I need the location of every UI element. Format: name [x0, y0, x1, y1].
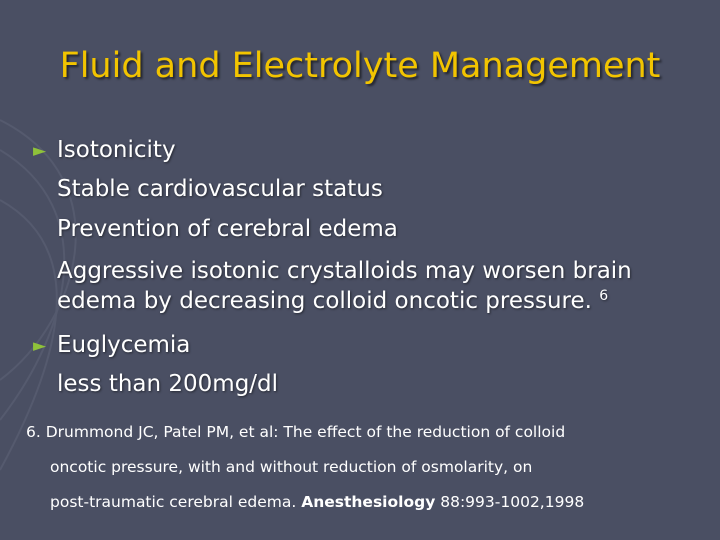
triangle-bullet-icon: ► [33, 336, 47, 356]
sub-item-crystalloids-line2 [57, 286, 608, 316]
reference-line-3-prefix: post-traumatic cerebral edema. [50, 493, 297, 511]
triangle-bullet-icon: ► [33, 141, 47, 161]
reference-line-1: 6. Drummond JC, Patel PM, et al: The effect of the reduction of colloid [26, 423, 566, 441]
sub-item-glucose: less than 200mg/dl [57, 371, 279, 397]
bullet-euglycemia: Euglycemia [57, 332, 191, 358]
reference-mark: 6 [599, 288, 609, 304]
reference-line-3 [50, 492, 584, 512]
sub-item-crystalloids-text: edema by decreasing colloid oncotic pressure. [57, 288, 592, 314]
sub-item-cardiovascular: Stable cardiovascular status [57, 176, 383, 202]
reference-journal: Anesthesiology [301, 493, 436, 511]
slide-title: Fluid and Electrolyte Management [59, 46, 661, 86]
sub-item-crystalloids-line1: Aggressive isotonic crystalloids may worsen brain [57, 258, 632, 284]
reference-line-2: oncotic pressure, with and without reduction of osmolarity, on [50, 458, 533, 476]
sub-item-cerebral-edema: Prevention of cerebral edema [57, 216, 398, 242]
reference-line-3-suffix: 88:993-1002,1998 [440, 493, 585, 511]
bullet-isotonicity: Isotonicity [57, 137, 176, 163]
